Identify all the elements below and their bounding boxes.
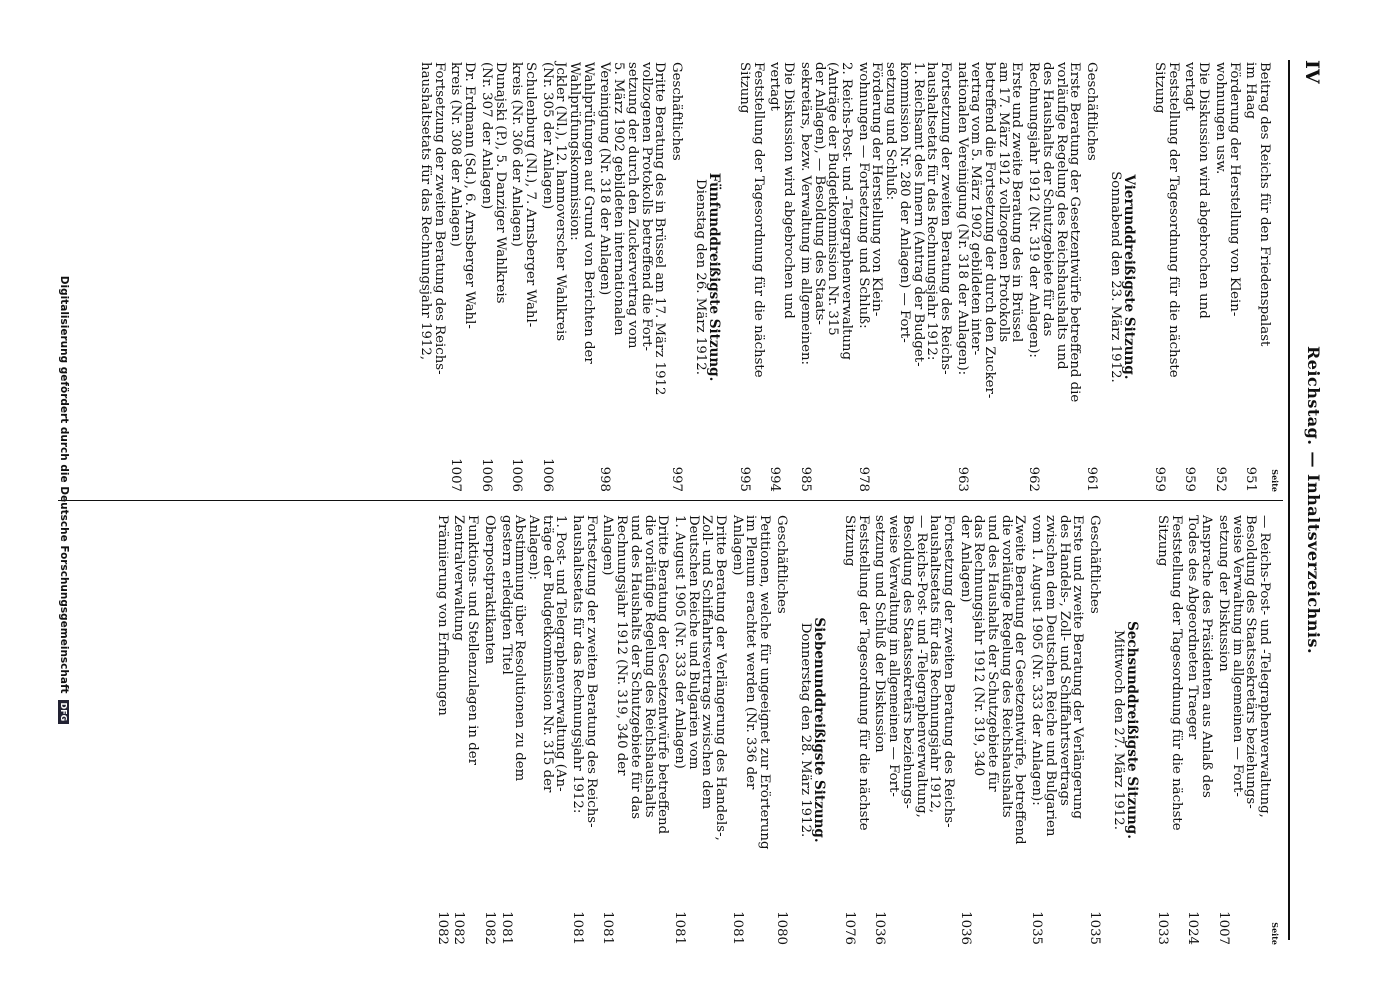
dfg-logo: DFG [58,700,69,725]
toc-entry-text: Oberpostpraktikanten [481,515,497,665]
session-heading: Siebenunddreißigste Sitzung. [811,617,828,843]
toc-entry [737,62,764,492]
toc-entry-text: Schulenburg (Nl.), 7. Arnsberger Wahl- kreis (Nr. 306 der Anlagen) [509,62,538,328]
toc-entry [669,62,683,492]
toc-page-number: 1081 [570,911,586,945]
toc-page-number: 1006 [509,458,525,492]
toc-entry-text: Dr. Erdmann (Sd.), 6. Arnsberger Wahl- kreis (Nr. 308 der Anlagen) [448,62,478,329]
toc-page-number: 959 [1182,466,1198,492]
toc-entry [1026,62,1081,492]
toc-entry-text: Zweite Beratung der Gesetzentwürfe, betreffend die vorläufige Regelung des Reichshaushalts und des Haushalts der Schutzgebiete für das Rechnungsjahr 1912 (Nr. 319, 340 der Anlagen) [957,515,1028,845]
toc-page-number: 978 [855,466,871,492]
session-date: Sonnabend den 23. März 1912. [1107,171,1123,383]
toc-page-number: 994 [767,466,783,492]
right-column [432,515,1281,945]
session-heading: Sechsunddreißigste Sitzung. [1124,621,1141,839]
toc-page-number: 952 [1212,466,1228,492]
toc-entry-text: Erste Beratung der Gesetzentwürfe betreffend die vorläufige Regelung des Reichshaushalts und des Haushalts der Schutzgebiete für das Rechnungsjahr 1912 (Nr. 319 der Anlagen): [1026,62,1083,403]
digitization-stamp [58,60,70,940]
toc-entry [1183,62,1210,492]
toc-entry [499,515,568,945]
toc-entry [856,62,952,492]
toc-page-number: 1081 [729,911,745,945]
toc-page-number: 1035 [1086,911,1102,945]
toc-entry [449,62,476,492]
toc-entry [479,62,506,492]
toc-entry [1186,515,1213,945]
toc-entry-text: Prämiierung von Erfindungen [434,515,450,716]
toc-page-number: 963 [954,466,970,492]
toc-entry [601,515,670,945]
toc-page-number: 1035 [1029,911,1045,945]
session-heading: Fünfunddreißigste Sitzung. [706,172,723,382]
toc-entry-text: Dunajski (P.), 5. Danziger Wahlkreis (Nr. 307 der Anlagen) [478,62,508,304]
toc-page-number: 1076 [842,911,858,945]
running-header [1293,60,1323,940]
toc-entry [1213,62,1240,492]
toc-entry-text: Fortsetzung der zweiten Beratung des Reichs- haushaltsetats für das Rechnungsjahr 1912: 1. Reichsamt des Innern (Antrag der Budget- kommission Nr. 280 der Anlagen) — Fort- setzung und Schluß: Förderung der Herstellung von Klein- wohnungen — Fortsetzung und Schluß: [855,62,953,375]
toc-entry-text: 2. Reichs-Post- und -Telegraphenverwaltung (Anträge der Budgetkommission Nr. 315 der Anlagen), — Besoldung des Staats- sekretärs, bezw. Verwaltung im allgemeinen: [797,62,855,366]
toc-entry [1155,515,1182,945]
toc-entry [672,515,727,945]
toc-entry [730,515,771,945]
toc-page-number: 1082 [481,911,497,945]
toc-page-number: 959 [1152,466,1168,492]
toc-entry [958,515,1027,945]
toc-entry-text: Feststellung der Tagesordnung für die nächste Sitzung [842,515,871,831]
toc-page-number: 1007 [1215,911,1231,945]
toc-page-number: 951 [1243,466,1259,492]
toc-entry-text: Feststellung der Tagesordnung für die nächste Sitzung [1155,515,1184,831]
toc-entry [570,515,597,945]
toc-entry-text: Wahlprüfungen auf Grund von Berichten der Wahlprüfungskommission: Jckler (Nl.), 12. hannoverscher Wahlkreis (Nr. 305 der Anlagen) [539,62,596,364]
toc-page-number: 1007 [448,458,464,492]
session-date: Dienstag den 26. März 1912. [692,179,708,375]
toc-page-number: 1006 [478,458,494,492]
toc-entry [1244,62,1271,492]
toc-page-number: 962 [1026,466,1042,492]
toc-entry [598,62,667,492]
toc-page-number: 995 [737,466,753,492]
toc-page-number: 1081 [671,911,687,945]
toc-entry [1216,515,1271,945]
toc-page-number: 985 [797,466,813,492]
toc-entry [510,62,537,492]
toc-page-number: 1024 [1185,911,1201,945]
toc-entry [452,515,479,945]
toc-entry-text: Fortsetzung der zweiten Beratung des Reichs- haushaltsetats für das Rechnungsjahr 1912: [570,515,599,828]
toc-page-number: 998 [597,466,613,492]
session-heading: Vierunddreißigste Sitzung. [1121,174,1138,380]
toc-entry-text: Feststellung der Tagesordnung für die nächste Sitzung [1152,62,1181,378]
toc-entry [873,515,955,945]
session-date: Mittwoch den 27. März 1912. [1110,630,1126,830]
toc-page-number: 1036 [872,911,888,945]
toc-entry-text: Feststellung der Tagesordnung für die nächste Sitzung [737,62,766,378]
toc-page-number: 1033 [1155,911,1171,945]
toc-entry [1084,62,1098,492]
toc-entry [774,515,788,945]
toc-entry-text: Die Diskussion wird abgebrochen und vertagt [1182,62,1212,319]
toc-entry [1152,62,1179,492]
toc-entry-text: Geschäftliches [1086,515,1102,614]
toc-entry-text: Ansprache des Präsidenten aus Anlaß des Todes des Abgeordneten Traeger [1185,515,1215,798]
toc-entry-text: Geschäftliches [773,515,789,614]
toc-entry-text: Geschäftliches [1083,62,1099,161]
toc-entry [798,62,853,492]
toc-entry-text: — Reichs-Post- und -Telegraphenverwaltung, Besoldung des Staatssekretärs beziehungs- weise Verwaltung im allgemeinen — Fort- setzung der Diskussion [1215,515,1272,818]
left-column [415,62,1281,492]
toc-entry [1087,515,1101,945]
column-divider [58,500,1283,501]
page-number: IV [1301,60,1323,84]
toc-page-number: 1036 [957,911,973,945]
toc-entry-text: Erste und zweite Beratung des in Brüssel am 17. März 1912 vollzogenen Protokolls betreffend die Fortsetzung der durch den Zucker- vertrag vom 5. März 1902 gebildeten inter- nationalen Vereinigung (Nr. 318 der Anlagen): [954,62,1025,399]
header-rule [1288,60,1290,940]
toc-entry [768,62,795,492]
toc-entry [955,62,1024,492]
toc-entry-text: Dritte Beratung des in Brüssel am 17. März 1912 vollzogenen Protokolls betreffend die Fort- setzung der durch den Zuckervertrag vom 5. März 1902 gebildeten internationalen Vereinigung (Nr. 318 der Anlagen) [597,62,668,396]
seite-label: Seite [1270,922,1280,945]
toc-entry [842,515,869,945]
toc-entry-text: Petitionen, welche für ungeeignet zur Erörterung im Plenum erachtet werden (Nr. 336 der Anlagen) [729,515,773,850]
toc-entry-text: Die Diskussion wird abgebrochen und vertagt [767,62,797,319]
session-date: Donnerstag den 28. März 1912. [797,622,813,838]
toc-page-number: 1082 [451,911,467,945]
seite-label: Seite [1270,469,1280,492]
toc-entry-text: Fortsetzung der zweiten Beratung des Reichs- haushaltsetats für das Rechnungsjahr 1912, [418,62,447,375]
toc-page-number: 1082 [434,911,450,945]
toc-entry [540,62,595,492]
toc-entry-text: 1. Post- und Telegraphenverwaltung (An- träge der Budgetkommission Nr. 315 der Anlagen): Abstimmung über Resolutionen zu dem gestern erledigten Titel [498,515,569,793]
toc-page-number: 1080 [773,911,789,945]
toc-page-number: 1006 [539,458,555,492]
toc-page-number: 1081 [498,911,514,945]
stamp-text: Digitalisierung gefördert durch die Deutsche Forschungsgemeinschaft [58,275,70,694]
toc-page-number: 997 [668,466,684,492]
toc-entry-text: Fortsetzung der zweiten Beratung des Reichs- haushaltsetats für das Rechnungsjahr 1912, — Reichs-Post- und -Telegraphenverwaltung, Besoldung des Staatssekretärs beziehungs- weise Verwaltung im allgemeinen — Fort- setzung und Schluß der Diskussion [872,515,956,828]
toc-entry-text: Erste und zweite Beratung der Verlängerung des Handels-, Zoll- und Schiffahrtsvertrags zwischen dem Deutschen Reiche und Bulgarien vom 1. August 1905 (Nr. 333 der Anlagen): [1029,515,1086,837]
toc-entry-text: Dritte Beratung der Gesetzentwürfe betreffend die vorläufige Regelung des Reichshaushalts und des Haushalts der Schutzgebiete für das Rechnungsjahr 1912 (Nr. 319, 340 der Anlagen) [600,515,671,835]
toc-entry [435,515,449,945]
toc-entry-text: Förderung der Herstellung von Klein- wohnungen usw. [1212,62,1242,317]
toc-entry-text: Dritte Beratung der Verlängerung des Handels-, Zoll- und Schiffahrtsvertrags zwischen dem Deutschen Reiche und Bulgarien vom 1. August 1905 (Nr. 333 der Anlagen) [671,515,729,841]
toc-entry [482,515,496,945]
toc-entry [1029,515,1084,945]
page-title: Reichstag. — Inhaltsverzeichnis. [1304,345,1323,655]
toc-entry-text: Geschäftliches [668,62,684,161]
toc-page-number: 961 [1083,466,1099,492]
toc-page-number: 1081 [600,911,616,945]
toc-entry-text: Beitrag des Reichs für den Friedenspalast im Haag [1243,62,1272,347]
toc-entry [418,62,445,492]
toc-entry-text: Funktions- und Stellenzulagen in der Zentralverwaltung [451,515,481,765]
